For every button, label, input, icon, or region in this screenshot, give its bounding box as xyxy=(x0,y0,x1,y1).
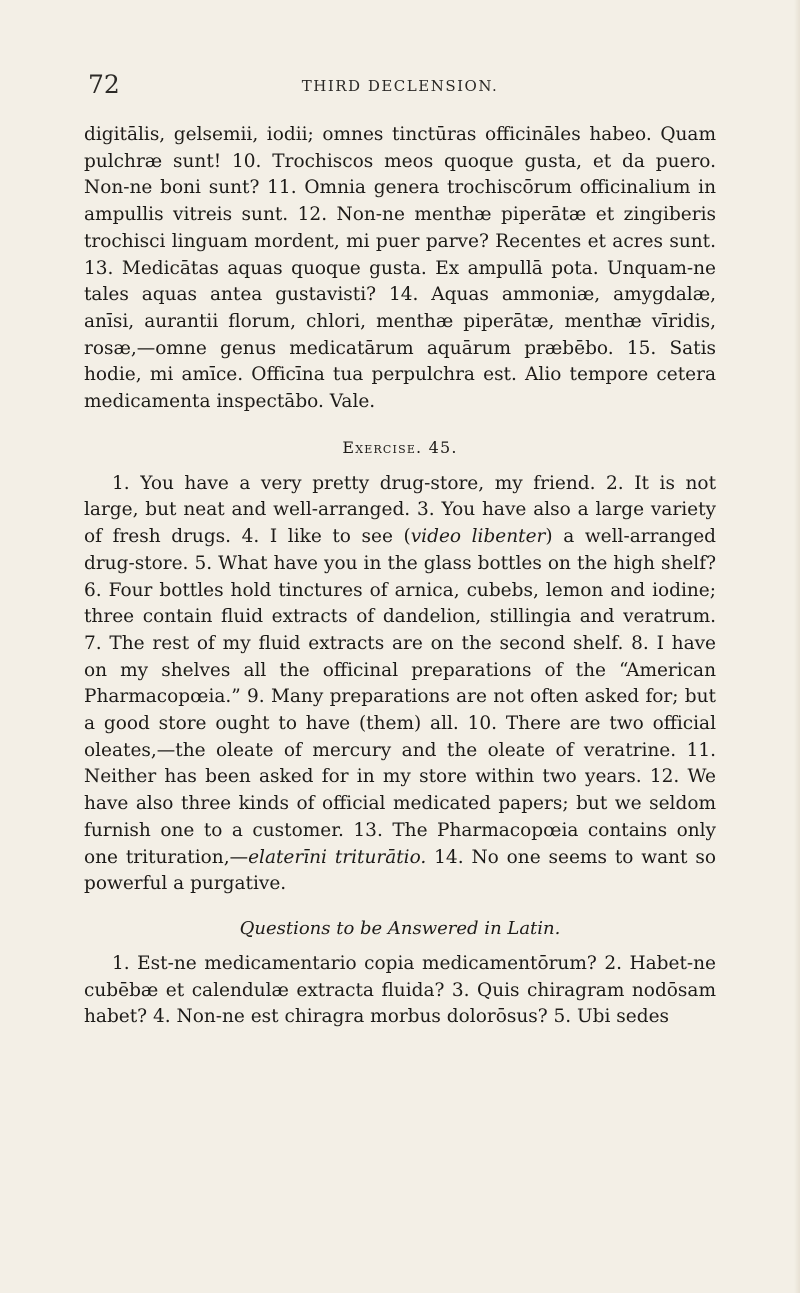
page-number: 72 xyxy=(88,70,120,99)
exercise-italic-latin-1: video libenter xyxy=(410,526,546,548)
exercise-heading: Exercise. 45. xyxy=(342,437,458,457)
page-body xyxy=(84,122,716,1031)
questions-text: 1. Est-ne medicamentario copia medicamentōrum? 2. Habet-ne cubēbæ et calendulæ extracta fluida? 3. Quis chiragram nodōsam habet? 4. Non-ne est chiragra morbus dolorōsus? 5. Ubi sedes xyxy=(84,952,716,1028)
exercise-text-part1: 1. You have a very pretty drug-store, my friend. 2. It is not large, but neat and well-arranged. 3. You have also a large variety of fresh drugs. 4. I like to see ( xyxy=(84,472,716,548)
exercise-text-part3: 14. No one seems to want so powerful a purgative. xyxy=(84,846,716,895)
running-head xyxy=(0,70,800,110)
exercise-italic-latin-2: elaterīni triturātio. xyxy=(248,846,427,868)
exercise-text-part2: ) a well-arranged drug-store. 5. What have you in the glass bottles on the high shelf? 6. Four bottles hold tinctures of arnica, cubebs, lemon and iodine; three contain fluid extracts of dandelion, stillingia and veratrum. 7. The rest of my fluid extracts are on the second shelf. 8. I have on my shelves all the officinal preparations of the “American Pharmacopœia.” 9. Many preparations are not often asked for; but a good store ought to have (them) all. 10. There are two official oleates,—the oleate of mercury and the oleate of veratrine. 11. Neither has been asked for in my store within two years. 12. We have also three kinds of official medicated papers; but we seldom furnish one to a customer. 13. The Pharmacopœia contains only one trituration,— xyxy=(84,526,716,868)
questions-heading: Questions to be Answered in Latin. xyxy=(239,917,561,939)
page-edge-shadow xyxy=(794,0,800,1293)
running-title: THIRD DECLENSION. xyxy=(301,77,499,95)
latin-passage: digitālis, gelsemii, iodii; omnes tinctūras officināles habeo. Quam pulchræ sunt! 10. Trochiscos meos quoque gusta, et da puero. Non-ne boni sunt? 11. Omnia genera trochiscōrum officinalium in ampullis vitreis sunt. 12. Non-ne menthæ piperātæ et zingiberis trochisci linguam mordent, mi puer parve? Recentes et acres sunt. 13. Medicātas aquas quoque gusta. Ex ampullā pota. Unquam-ne tales aquas antea gustavisti? 14. Aquas ammoniæ, amygdalæ, anīsi, aurantii florum, chlori, menthæ piperātæ, menthæ vīridis, rosæ,—omne genus medicatārum aquārum præbēbo. 15. Satis hodie, mi amīce. Officīna tua perpulchra est. Alio tempore cetera medicamenta inspectābo. Vale. xyxy=(84,124,716,413)
exercise-text xyxy=(84,471,716,898)
